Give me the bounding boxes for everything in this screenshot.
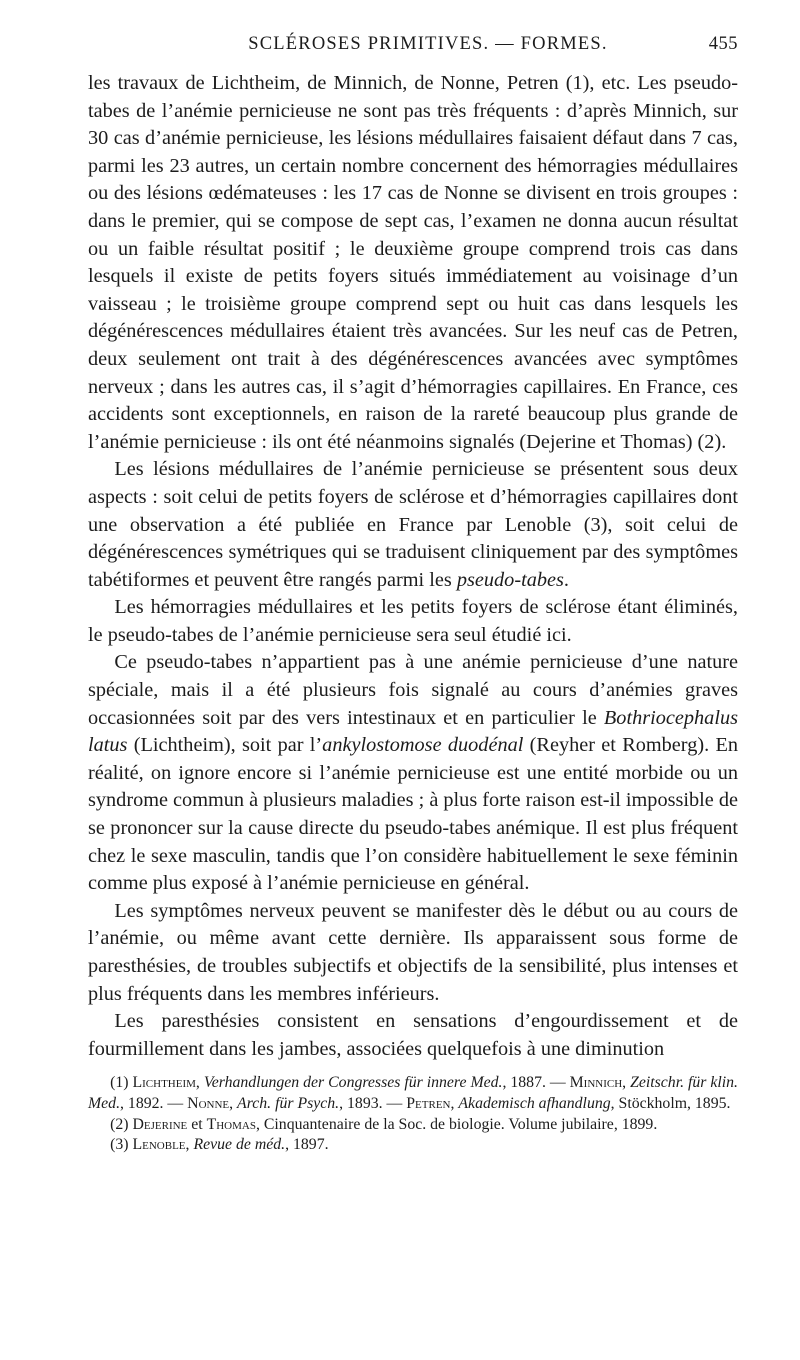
running-title: SCLÉROSES PRIMITIVES. — FORMES. (248, 34, 608, 54)
author-name: Nonne (187, 1094, 230, 1112)
page-header (88, 34, 738, 70)
text-run: (Lichtheim), soit par l’ (127, 734, 323, 757)
page-number: 455 (708, 34, 738, 54)
text-run: (1) (110, 1074, 133, 1092)
footnote (88, 1115, 738, 1136)
italic-text: pseudo-tabes (456, 568, 564, 591)
italic-text: Akademisch afhandlung (458, 1094, 611, 1112)
author-name: Lichtheim (132, 1074, 196, 1092)
author-name: Thomas (206, 1115, 256, 1133)
main-text (88, 70, 738, 1063)
author-name: Minnich (569, 1074, 623, 1092)
footnote (88, 1073, 738, 1114)
text-run: , (450, 1094, 459, 1112)
author-name: Dejerine (132, 1115, 188, 1133)
text-run: , (229, 1094, 238, 1112)
paragraph (88, 456, 738, 594)
italic-text: ankylostomose duodénal (322, 734, 524, 757)
text-run: Les paresthésies consistent en sensations d’engourdissement et de fourmillement dans les jambes, associées quelquefois à une diminution (88, 1010, 738, 1060)
text-run: Les hémorragies médullaires et les petits foyers de sclérose étant éliminés, le pseudo-tabes de l’anémie pernicieuse sera seul étudié ici. (88, 596, 738, 646)
italic-text: Verhandlungen der Congresses für innere Med. (203, 1074, 503, 1092)
paragraph (88, 1008, 738, 1063)
text-run: , (185, 1136, 194, 1154)
text-run: , 1897. (285, 1136, 329, 1154)
text-run: , Stöckholm, 1895. (610, 1094, 731, 1112)
text-run: (Reyher et Romberg). En réalité, on ignore encore si l’anémie pernicieuse est une entité morbide ou un syndrome commun à plusieurs maladies ; à plus forte raison est-il impossible de se prononcer sur la cause directe du pseudo-tabes anémique. Il est plus fréquent chez le sexe masculin, tandis que l’on considère habituellement le sexe féminin comme plus exposé à l’anémie pernicieuse en général. (88, 734, 739, 895)
text-run: , 1892. — (120, 1094, 188, 1112)
italic-text: Zeitschr. für klin. Med. (88, 1074, 739, 1112)
footnotes (88, 1073, 738, 1155)
text-run: (3) (110, 1136, 133, 1154)
text-run: Les symptômes nerveux peuvent se manifester dès le début ou au cours de l’anémie, ou même avant cette dernière. Ils apparaissent sous forme de paresthésies, de troubles subjectifs et objectifs de la sensibilité, plus intenses et plus fréquents dans les membres inférieurs. (88, 899, 738, 1005)
italic-text: Revue de méd. (193, 1136, 286, 1154)
italic-text: Bothriocephalus latus (88, 706, 738, 757)
text-run: , (622, 1074, 631, 1092)
text-run: , 1893. — (339, 1094, 407, 1112)
paragraph (88, 594, 738, 649)
book-page (88, 34, 738, 1156)
text-run: . (563, 568, 569, 591)
footnote (88, 1135, 738, 1156)
text-run: les travaux de Lichtheim, de Minnich, de Nonne, Petren (1), etc. Les pseudo-tabes de l’anémie pernicieuse ne sont pas très fréquents : d’après Minnich, sur 30 cas d’anémie pernicieuse, les lésions médullaires faisaient défaut dans 7 cas, parmi les 23 autres, un certain nombre concernent des hémorragies médullaires ou des lésions œdémateuses : les 17 cas de Nonne se divisent en trois groupes : dans le premier, qui se compose de sept cas, l’examen ne donna aucun résultat ou un faible résultat positif ; le deuxième groupe comprend trois cas dans lesquels il existe de petits foyers situés immédiatement au voisinage d’un vaisseau ; le troisième groupe comprend sept ou huit cas dans lesquels les dégénérescences médullaires étaient très avancées. Sur les neuf cas de Petren, deux seulement ont trait à des dégénérescences avancées avec symptômes nerveux ; dans les autres cas, il s’agit d’hémorragies capillaires. En France, ces accidents sont exceptionnels, en raison de la rareté beaucoup plus grande de l’anémie pernicieuse : ils ont été néanmoins signalés (Dejerine et Thomas) (2). (88, 72, 738, 453)
paragraph (88, 70, 738, 456)
text-run: et (187, 1115, 207, 1133)
italic-text: Arch. für Psych. (237, 1094, 340, 1112)
text-run: , Cinquantenaire de la Soc. de biologie. Volume jubilaire, 1899. (255, 1115, 658, 1133)
text-run: Les lésions médullaires de l’anémie pernicieuse se présentent sous deux aspects : soit celui de petits foyers de sclérose et d’hémorragies capillaires dont une observation a été publiée en France par Lenoble (3), soit celui de dégénérescences symétriques qui se traduisent cliniquement par des symptômes tabétiformes et peuvent être rangés parmi les (88, 458, 738, 591)
text-run: (2) (110, 1115, 133, 1133)
text-run: Ce pseudo-tabes n’appartient pas à une anémie pernicieuse d’une nature spéciale, mais il a été plusieurs fois signalé au cours d’anémies graves occasionnées soit par des vers intestinaux et en particulier le (88, 651, 738, 729)
paragraph (88, 649, 738, 897)
text-run: , 1887. — (502, 1074, 570, 1092)
paragraph (88, 898, 738, 1008)
text-run: , (195, 1074, 204, 1092)
author-name: Lenoble (132, 1136, 186, 1154)
author-name: Petren (406, 1094, 451, 1112)
